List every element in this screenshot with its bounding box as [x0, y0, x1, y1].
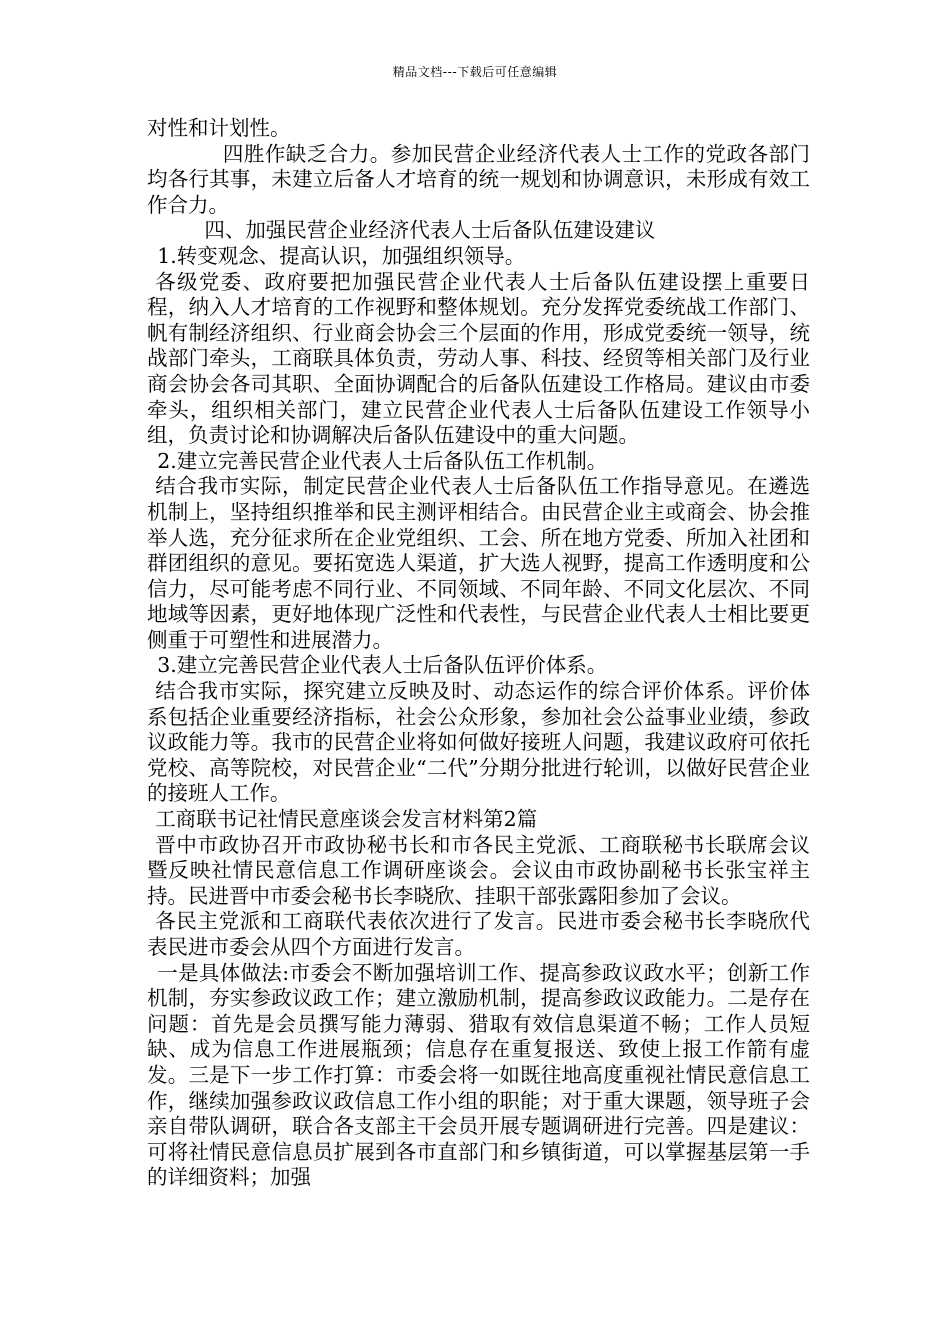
subheading: 2.建立完善民营企业代表人士后备队伍工作机制。	[157, 448, 608, 473]
paragraph: 结合我市实际，探究建立反映及时、动态运作的综合评价体系。评价体系包括企业重要经济指标，社会公众形象，参加社会公益事业业绩，参政议政能力等。我市的民营企业将如何做好接班人问题，我建议政府可依托党校、高等院校，对民营企业“二代”分期分批进行轮训，以做好民营企业的接班人工作。	[147, 679, 810, 806]
paragraph: 结合我市实际，制定民营企业代表人士后备队伍工作指导意见。在遴选机制上，坚持组织推举和民主测评相结合。由民营企业主或商会、协会推举人选，充分征求所在企业党组织、工会、所在地方党委、所加入社团和群团组织的意见。要拓宽选人渠道，扩大选人视野，提高工作透明度和公信力，尽可能考虑不同行业、不同领域、不同年龄、不同文化层次、不同地域等因素，更好地体现广泛性和代表性，与民营企业代表人士相比要更侧重于可塑性和进展潜力。	[147, 474, 810, 652]
paragraph: 晋中市政协召开市政协秘书长和市各民主党派、工商联秘书长联席会议暨反映社情民意信息工作调研座谈会。会议由市政协副秘书长张宝祥主持。民进晋中市委会秘书长李晓欣、挂职干部张露阳参加了会议。	[147, 832, 810, 908]
section-heading: 四、加强民营企业经济代表人士后备队伍建设建议	[204, 218, 656, 243]
subheading: 3.建立完善民营企业代表人士后备队伍评价体系。	[157, 653, 608, 678]
paragraph: 四胜作缺乏合力。参加民营企业经济代表人士工作的党政各部门均各行其事，未建立后备人才培育的统一规划和协调意识，未形成有效工作合力。	[147, 141, 810, 217]
paragraph: 各民主党派和工商联代表依次进行了发言。民进市委会秘书长李晓欣代表民进市委会从四个方面进行发言。	[147, 909, 810, 959]
article-title: 工商联书记社情民意座谈会发言材料第2篇	[155, 807, 538, 832]
paragraph: 一是具体做法:市委会不断加强培训工作、提高参政议政水平；创新工作机制，夯实参政议政工作；建立激励机制，提高参政议政能力。二是存在问题：首先是会员撰写能力薄弱、猎取有效信息渠道不畅；工作人员短缺、成为信息工作进展瓶颈；信息存在重复报送、致使上报工作箭有虚发。三是下一步工作打算：市委会将一如既往地高度重视社情民意信息工作，继续加强参政议政信息工作小组的职能；对于重大课题，领导班子会亲自带队调研，联合各支部主干会员开展专题调研进行完善。四是建议：可将社情民意信息员扩展到各市直部门和乡镇街道，可以掌握基层第一手的详细资料；加强	[147, 960, 810, 1190]
paragraph: 各级党委、政府要把加强民营企业代表人士后备队伍建设摆上重要日程，纳入人才培育的工作视野和整体规划。充分发挥党委统战工作部门、帆有制经济组织、行业商会协会三个层面的作用，形成党委统一领导，统战部门牵头，工商联具体负责，劳动人事、科技、经贸等相关部门及行业商会协会各司其职、全面协调配合的后备队伍建设工作格局。建议由市委牵头，组织相关部门，建立民营企业代表人士后备队伍建设工作领导小组，负责讨论和协调解决后备队伍建设中的重大问题。	[147, 269, 810, 448]
paragraph: 对性和计划性。	[147, 116, 291, 140]
document-body	[147, 116, 810, 1191]
subheading: 1.转变观念、提高认识，加强组织领导。	[157, 243, 526, 268]
page-header: 精品文档---下载后可任意编辑	[392, 65, 558, 79]
